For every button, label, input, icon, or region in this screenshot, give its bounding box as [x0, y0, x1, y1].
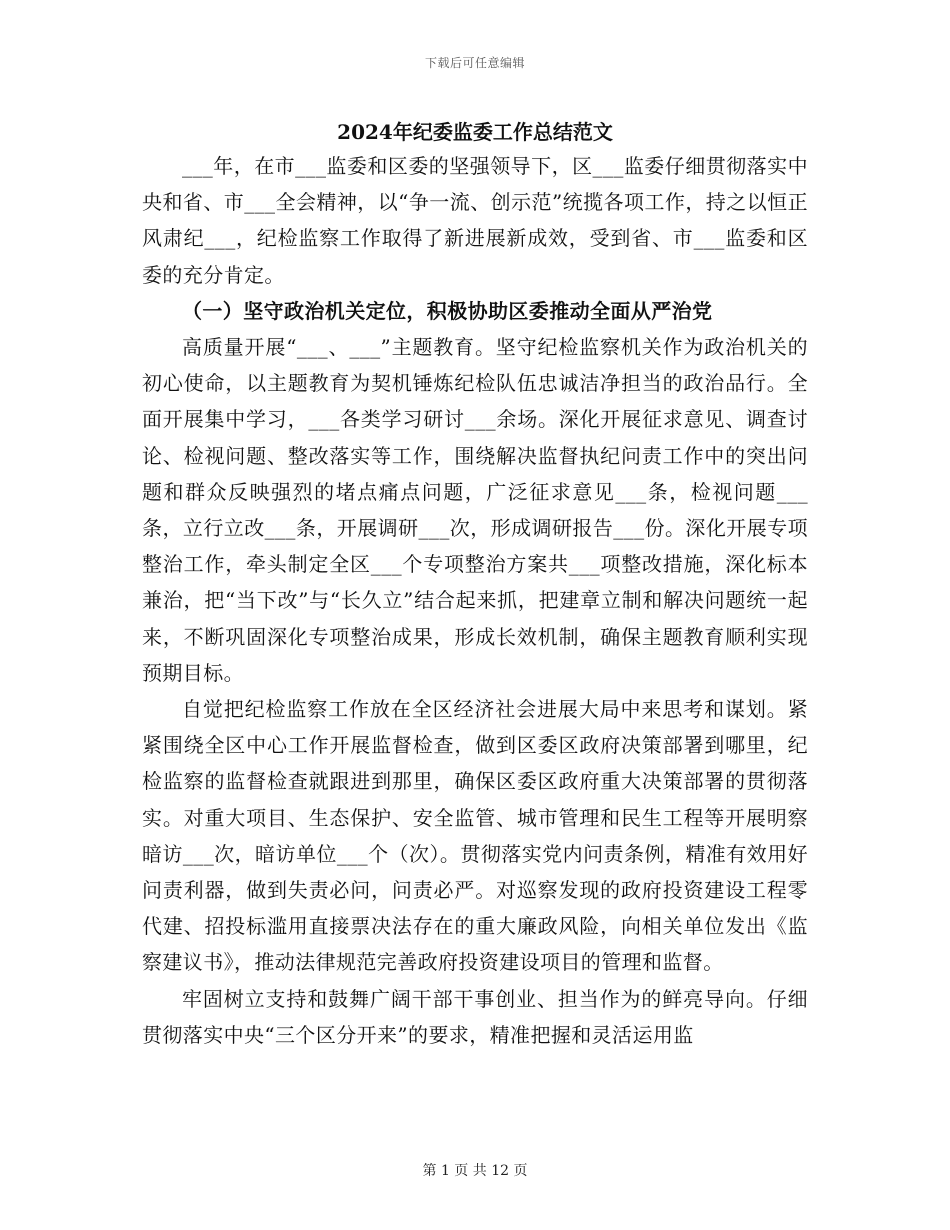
- body-paragraph: 高质量开展“___、___”主题教育。坚守纪检监察机关作为政治机关的初心使命，以主题教育为契机锤炼纪检队伍忠诚洁净担当的政治品行。全面开展集中学习，___各类学习研讨___余场。深化开展征求意见、调查讨论、检视问题、整改落实等工作，围绕解决监督执纪问责工作中的突出问题和群众反映强烈的堵点痛点问题，广泛征求意见___条，检视问题___条，立行立改___条，开展调研___次，形成调研报告___份。深化开展专项整治工作，牵头制定全区___个专项整治方案共___项整改措施，深化标本兼治，把“当下改”与“长久立”结合起来抓，把建章立制和解决问题统一起来，不断巩固深化专项整治成果，形成长效机制，确保主题教育顺利实现预期目标。: [142, 335, 808, 685]
- section-heading: （一）坚守政治机关定位，积极协助区委推动全面从严治党: [182, 298, 713, 323]
- intro-paragraph: ___年，在市___监委和区委的坚强领导下，区___监委仔细贯彻落实中央和省、市___全会精神，以“争一流、创示范”统揽各项工作，持之以恒正风肃纪___，纪检监察工作取得了新进展新成效，受到省、市___监委和区委的充分肯定。: [142, 154, 808, 287]
- header-note: 下载后可任意编辑: [424, 56, 525, 70]
- page-footer: 第 1 页 共 12 页: [422, 1163, 528, 1179]
- document-body: [142, 148, 808, 1053]
- body-paragraph: 牢固树立支持和鼓舞广阔干部干事创业、担当作为的鲜亮导向。仔细贯彻落实中央“三个区分开来”的要求，精准把握和灵活运用监: [142, 986, 808, 1047]
- body-paragraph: 自觉把纪检监察工作放在全区经济社会进展大局中来思考和谋划。紧紧围绕全区中心工作开展监督检查，做到区委区政府决策部署到哪里，纪检监察的监督检查就跟进到那里，确保区委区政府重大决策部署的贯彻落实。对重大项目、生态保护、安全监管、城市管理和民生工程等开展明察暗访___次，暗访单位___个（次）。贯彻落实党内问责条例，精准有效用好问责利器，做到失责必问，问责必严。对巡察发现的政府投资建设工程零代建、招投标滥用直接票决法存在的重大廉政风险，向相关单位发出《监察建议书》，推动法律规范完善政府投资建设项目的管理和监督。: [142, 697, 808, 975]
- document-title: 2024年纪委监委工作总结范文: [337, 120, 613, 144]
